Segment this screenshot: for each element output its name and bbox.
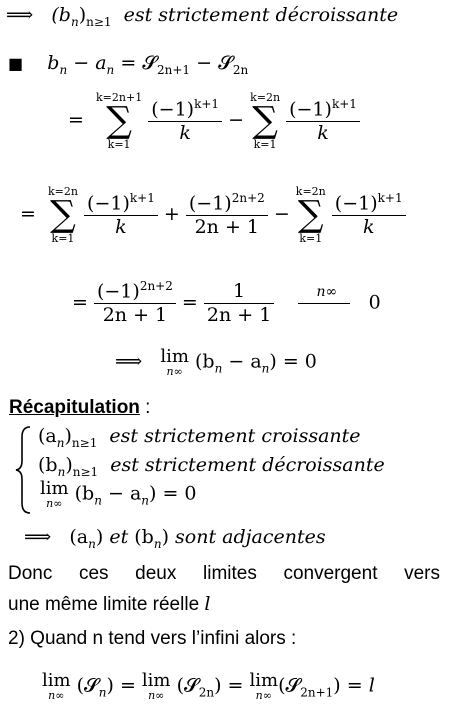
implies-symbol: ⟹ [6,4,34,26]
lim-operator: lim n∞ [160,346,189,378]
lim-operator: lim n∞ [42,670,71,702]
fraction: $\frac{(-1)^{k+1}}{k}$ [332,192,406,239]
bullet-square-icon: ■ [8,54,24,73]
paragraph-line-1: Donc ces deux limites convergent vers [8,563,440,584]
fraction: $\frac{(-1)^{k+1}}{k}$ [148,98,222,145]
fraction: $\frac{(-1)^{2n+2}}{2n + 1}$ [94,280,176,327]
implies-symbol: ⟹ [24,526,52,548]
lim-operator: lim n∞ [249,670,279,702]
fraction: $\frac{1}{2n + 1}$ [204,281,274,327]
limit-difference-row: ⟹ lim n∞ $(b_n - a_n) = 0$ [115,346,317,378]
sum-operator: k=2n ∑ k=1 [295,185,326,245]
fraction: $\frac{(-1)^{k+1}}{k}$ [84,192,158,239]
adjacent-conclusion: ⟹ $(a_n)$ et $(b_n)$ sont adjacentes [24,526,326,551]
sum-operator: k=2n+1 ∑ k=1 [96,91,143,151]
implies-symbol: ⟹ [115,350,143,373]
system-row-limit: lim n∞ $(b_n - a_n) = 0$ [40,478,197,510]
line-b-decreasing: ⟹ $(b_n)_{n\ge 1}$ est strictement décroissante [6,4,399,29]
lim-operator: lim n∞ [40,478,69,510]
lim-operator: lim n∞ [141,670,171,702]
left-brace-icon [14,425,34,515]
system-row-b: $(b_n)_{n\ge 1}$ est strictement décroissante [38,454,385,479]
split-sum-row: = k=2n ∑ k=1 $\frac{(-1)^{k+1}}{k}$ + $\frac{(-1)^{2n+2}}{2n + 1}$ − k=2n ∑ k=1 $\frac{(-1)^{k+1}}{k}$ [20,186,406,244]
system-row-a: $(a_n)_{n\ge 1}$ est strictement croissante [38,425,361,450]
tends-to-arrow: n∞ [298,303,350,304]
recap-heading: Récapitulation : [9,397,151,418]
fraction: $\frac{(-1)^{2n+2}}{2n + 1}$ [186,192,268,239]
difference-definition: ■ $b_n - a_n$ = 𝓢$_{2n+1}$ − 𝓢$_{2n}$ [8,52,249,77]
item-2-heading: 2) Quand n tend vers l’infini alors : [8,628,297,649]
sum-operator: k=2n ∑ k=1 [250,91,281,151]
sum-operator: k=2n ∑ k=1 [48,185,78,245]
paragraph-line-2: une même limite réelle l [8,593,211,615]
final-limit-row: lim n∞ (𝓢$_n$) = lim n∞ (𝓢$_{2n}$) = lim n∞ (𝓢$_{2n+1}$) = l [42,670,375,702]
limit-fraction-row: = $\frac{(-1)^{2n+2}}{2n + 1}$ = $\frac{1}{2n + 1}$ n∞ 0 [72,279,381,327]
sum-difference-row: = k=2n+1 ∑ k=1 $\frac{(-1)^{k+1}}{k}$ − k=2n ∑ k=1 $\frac{(-1)^{k+1}}{k}$ [68,92,360,150]
fraction: $\frac{(-1)^{k+1}}{k}$ [286,98,360,145]
